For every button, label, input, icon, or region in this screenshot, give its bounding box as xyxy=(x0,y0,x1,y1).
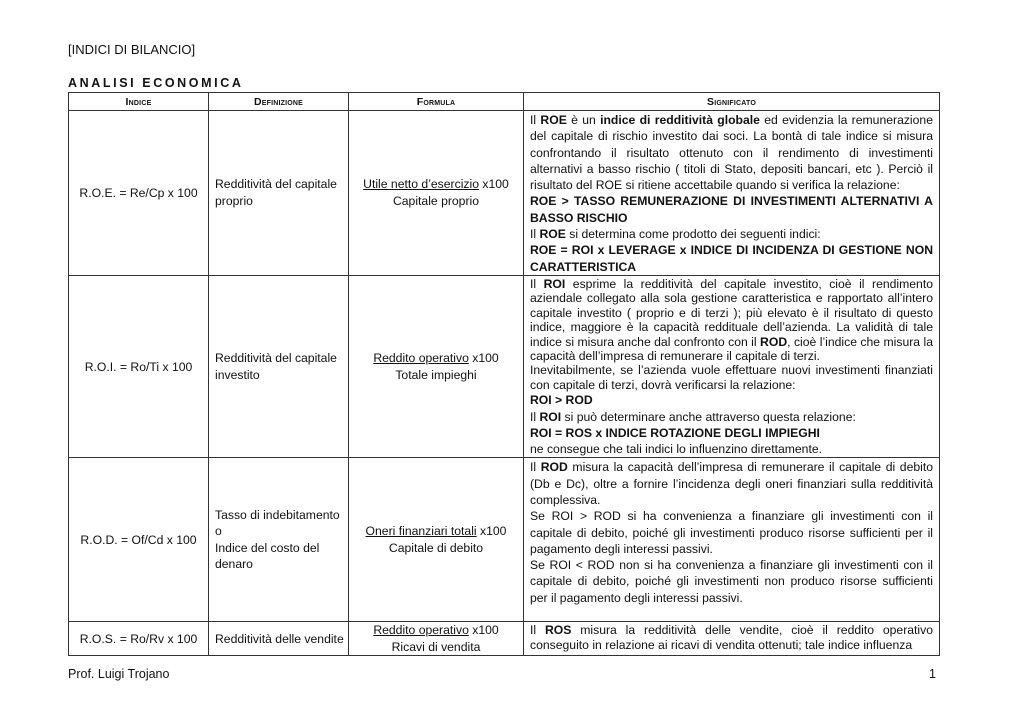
roi-sig-bold: ROI xyxy=(543,276,566,291)
header-significato: Significato xyxy=(524,93,940,111)
page-number: 1 xyxy=(929,667,936,681)
ros-sig-text: Il xyxy=(530,623,545,638)
ros-significance xyxy=(524,622,940,656)
roi-sig-text: esprime la redditività del capitale investito, cioè il rendimento aziendale collegato alla sola gestione caratteristica e rapportato all’intero capitale investito ( proprio e di terzi ); più elevato è il risultato di questo indice, maggiore è la capacità reddituale dell’azienda. La validità di tale indice si misura anche dal confronto con il xyxy=(530,276,933,349)
header-formula: Formula xyxy=(349,93,524,111)
roe-sig-text: ed evidenzia la remunerazione del capitale di rischio investito dai soci. La bontà di tale indice si misura confrontando il risultato ottenuto con il rendimento di investimenti alternativi a basso rischio ( titoli di Stato, depositi bancari, etc ). Perciò il risultato del ROE si ritiene accettabile quando si verifica la relazione: xyxy=(530,113,933,193)
roe-formula xyxy=(349,111,524,276)
section-title: ANALISI ECONOMICA xyxy=(68,76,244,90)
roe-formula-numerator: Utile netto d’esercizio xyxy=(363,177,479,192)
page-header: [INDICI DI BILANCIO] xyxy=(68,42,196,57)
roi-sig-text: Il xyxy=(530,276,544,291)
table-row-roe xyxy=(69,111,940,276)
roe-sig-bold: ROE xyxy=(540,113,567,127)
roi-sig-text: ne consegue che tali indici lo influenzino direttamente. xyxy=(530,442,823,457)
roi-formula-multiplier: x100 xyxy=(468,351,499,366)
rod-index: R.O.D. = Of/Cd x 100 xyxy=(69,458,209,622)
roe-formula-denominator: Capitale proprio xyxy=(392,193,480,208)
roi-sig-text: si può determinare anche attraverso questa relazione: xyxy=(561,409,856,424)
table-row-ros xyxy=(69,622,940,656)
roi-index: R.O.I. = Ro/Ti x 100 xyxy=(69,275,209,457)
roe-sig-text: Il xyxy=(530,227,540,242)
roe-formula-multiplier: x100 xyxy=(479,177,509,192)
ros-definition: Redditività delle vendite xyxy=(209,622,349,656)
roi-sig-text: , cioè l’indice che misura la capacità dell’impresa di remunerare il capitale di terzi. xyxy=(530,334,933,363)
roe-significance xyxy=(524,111,940,276)
footer-author: Prof. Luigi Trojano xyxy=(68,667,170,681)
table-header-row xyxy=(69,93,940,111)
roe-sig-formula: ROE = ROI x LEVERAGE x INDICE DI INCIDENZA DI GESTIONE NON CARATTERISTICA xyxy=(530,243,933,274)
ros-formula xyxy=(349,622,524,656)
roe-sig-text: è un xyxy=(566,113,601,127)
ros-index: R.O.S. = Ro/Rv x 100 xyxy=(69,622,209,656)
rod-sig-text: Il xyxy=(530,460,541,475)
rod-formula-denominator: Capitale di debito xyxy=(388,540,484,555)
roe-sig-text: Il xyxy=(530,113,541,127)
rod-formula xyxy=(349,458,524,622)
rod-definition-line: Tasso di indebitamento xyxy=(215,507,340,522)
roi-significance xyxy=(524,275,940,457)
roi-sig-bold: ROD xyxy=(760,334,788,349)
roi-sig-formula: ROI = ROS x INDICE ROTAZIONE DEGLI IMPIEGHI xyxy=(530,425,820,440)
table-row-roi xyxy=(69,275,940,457)
roi-formula-numerator: Reddito operativo xyxy=(373,351,469,366)
roe-sig-text: si determina come prodotto dei seguenti indici: xyxy=(565,227,821,242)
roi-sig-text: Il xyxy=(530,409,540,424)
indices-table xyxy=(68,92,940,656)
roi-definition: Redditività del capitale investito xyxy=(209,275,349,457)
rod-definition xyxy=(209,458,349,622)
rod-definition-line: o xyxy=(215,524,222,539)
roe-definition: Redditività del capitale proprio xyxy=(209,111,349,276)
roe-sig-bold: indice di redditività globale xyxy=(600,113,760,127)
roe-sig-bold: ROE xyxy=(539,227,566,242)
roi-formula xyxy=(349,275,524,457)
ros-sig-text: misura la redditività delle vendite, cioè il reddito operativo conseguito in relazione ai ricavi di vendita ottenuti; tale indice influenza xyxy=(530,623,933,652)
rod-sig-text: misura la capacità dell’impresa di remunerare il capitale di debito (Db e Dc), oltre a fornire l’incidenza degli oneri finanziari sulla redditività complessiva. xyxy=(530,460,934,507)
rod-sig-text: Se ROI > ROD si ha convenienza a finanziare gli investimenti con il capitale di debito, poiché gli investimenti produco risorse sufficienti per il pagamento degli interessi passivi. xyxy=(530,509,933,556)
roe-sig-relation: ROE > TASSO REMUNERAZIONE DI INVESTIMENTI ALTERNATIVI A BASSO RISCHIO xyxy=(530,194,933,225)
header-indice: Indice xyxy=(69,93,209,111)
roi-sig-text: Inevitabilmente, se l’azienda vuole effettuare nuovi investimenti finanziati con capitale di terzi, dovrà verificarsi la relazione: xyxy=(530,363,933,392)
rod-formula-numerator: Oneri finanziari totali xyxy=(365,524,477,539)
ros-formula-multiplier: x100 xyxy=(468,623,499,638)
rod-definition-line: Indice del costo del denaro xyxy=(215,540,320,572)
roi-sig-relation: ROI > ROD xyxy=(530,393,593,408)
roi-formula-denominator: Totale impieghi xyxy=(395,367,477,382)
rod-sig-bold: ROD xyxy=(540,460,568,475)
header-definizione: Definizione xyxy=(209,93,349,111)
table-row-rod xyxy=(69,458,940,622)
ros-formula-denominator: Ricavi di vendita xyxy=(391,639,481,654)
ros-formula-numerator: Reddito operativo xyxy=(373,623,469,638)
rod-significance xyxy=(524,458,940,622)
roe-index: R.O.E. = Re/Cp x 100 xyxy=(69,111,209,276)
roi-sig-bold: ROI xyxy=(539,409,562,424)
rod-formula-multiplier: x100 xyxy=(476,524,507,539)
rod-sig-text: Se ROI < ROD non si ha convenienza a finanziare gli investimenti con il capitale di debito, poiché gli investimenti non produco risorse sufficienti per il pagamento degli interessi passivi. xyxy=(530,558,933,605)
ros-sig-bold: ROS xyxy=(544,623,572,638)
